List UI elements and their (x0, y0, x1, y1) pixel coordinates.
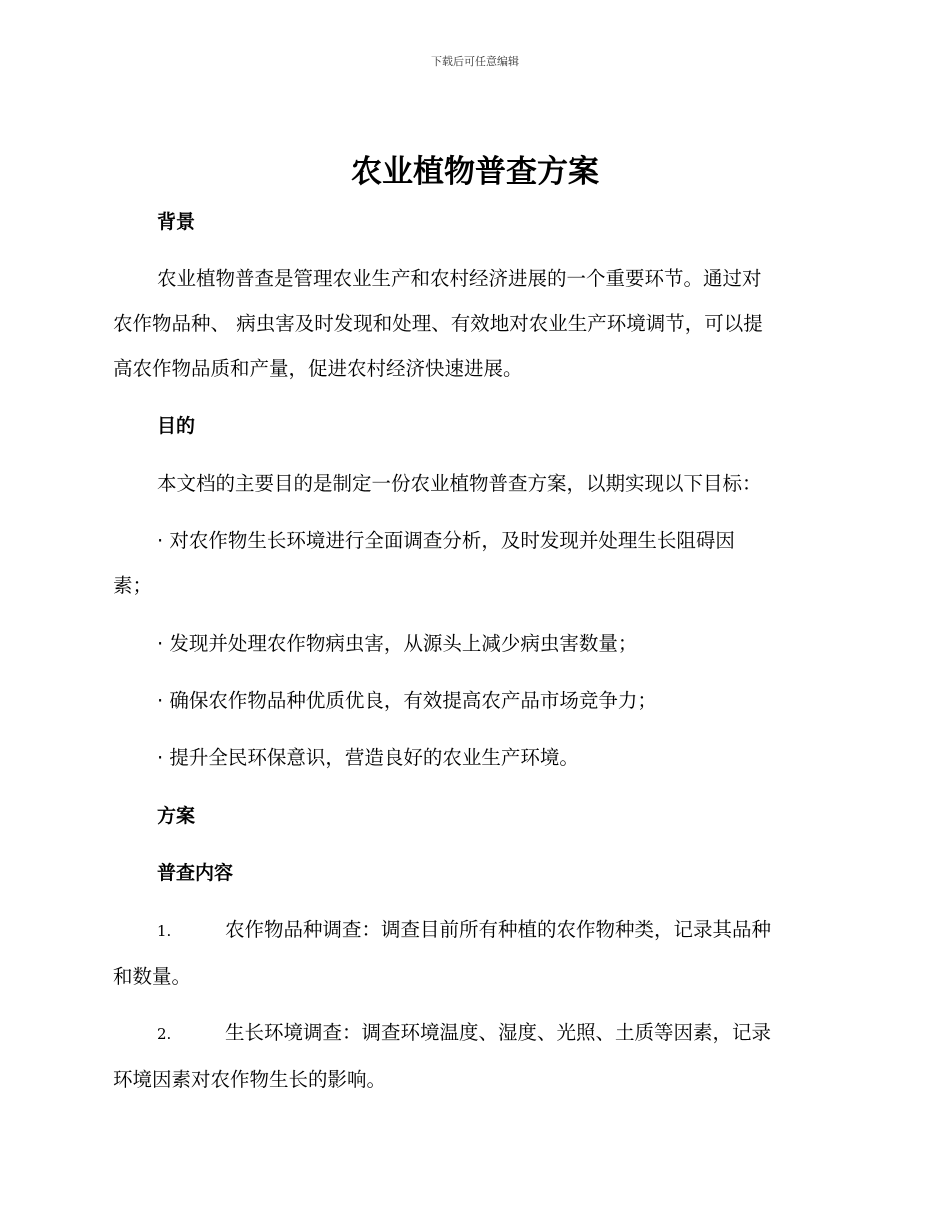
background-paragraph (113, 256, 838, 391)
bullet-item (113, 621, 838, 666)
paragraph-line: 本文档的主要目的是制定一份农业植物普查方案，以期实现以下目标： (157, 472, 762, 495)
item-number: 2. (157, 1025, 172, 1043)
paragraph-line: 农业植物普查是管理农业生产和农村经济进展的一个重要环节。通过对 (157, 267, 762, 290)
paragraph-line: 农作物品种、 病虫害及时发现和处理、有效地对农业生产环境调节，可以提 (113, 312, 763, 335)
item-number: 1. (157, 922, 172, 940)
bullet-line: · 对农作物生长环境进行全面调查分析，及时发现并处理生长阻碍因 (157, 529, 735, 552)
bullet-item (113, 735, 838, 780)
page-header-note: 下载后可任意编辑 (431, 55, 519, 68)
bullet-item (113, 678, 838, 723)
bullet-line: · 提升全民环保意识，营造良好的农业生产环境。 (157, 746, 579, 769)
bullet-line: · 确保农作物品种优质优良，有效提高农产品市场竞争力； (157, 689, 657, 712)
bullet-item (113, 518, 838, 608)
paragraph-line: 高农作物品质和产量，促进农村经济快速进展。 (113, 357, 523, 380)
heading-plan: 方案 (157, 805, 196, 827)
heading-purpose: 目的 (157, 415, 196, 437)
item-text: 生长环境调查：调查环境温度、湿度、光照、土质等因素，记录 (225, 1021, 772, 1044)
purpose-intro (113, 461, 838, 506)
subheading-survey-content: 普查内容 (157, 862, 234, 884)
document-title: 农业植物普查方案 (351, 154, 599, 190)
item-text-continued: 和数量。 (113, 965, 192, 988)
heading-background: 背景 (157, 211, 196, 233)
bullet-line: 素； (113, 574, 153, 597)
item-text-continued: 环境因素对农作物生长的影响。 (113, 1068, 387, 1091)
bullet-line: · 发现并处理农作物病虫害，从源头上减少病虫害数量； (157, 632, 638, 655)
item-text: 农作物品种调查：调查目前所有种植的农作物种类，记录其品种 (225, 918, 772, 941)
numbered-item (113, 907, 838, 999)
numbered-item (113, 1010, 838, 1102)
